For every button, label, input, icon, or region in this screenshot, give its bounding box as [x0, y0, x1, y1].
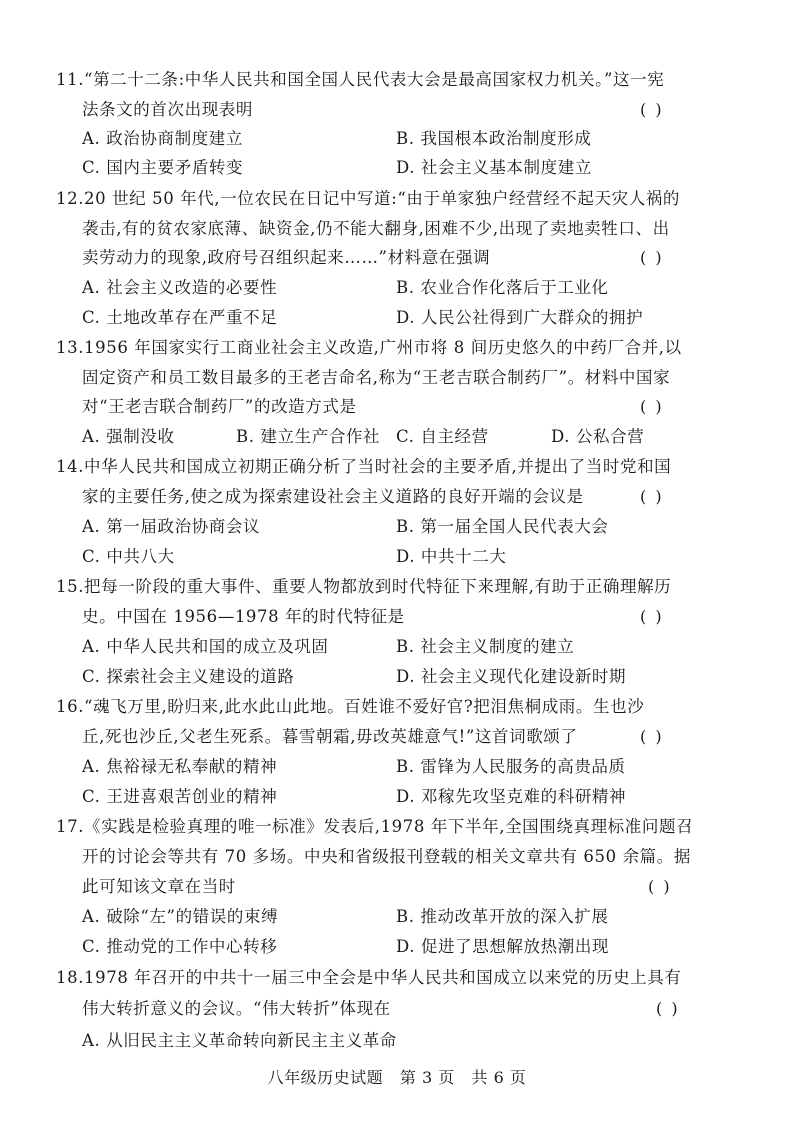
option-c: C. 探索社会主义建设的道路 — [82, 667, 295, 686]
option-b: B. 第一届全国人民代表大会 — [396, 517, 609, 536]
answer-bracket: ( ) — [648, 877, 672, 896]
option-b: B. 雷锋为人民服务的高贵品质 — [396, 757, 626, 776]
question-16-line-1: 16.“魂飞万里,盼归来,此水此山此地。百姓谁不爱好官?把泪焦桐成雨。生也沙 — [56, 697, 645, 716]
option-b: B. 我国根本政治制度形成 — [396, 129, 592, 148]
option-a: A. 第一届政治协商会议 — [82, 517, 261, 536]
option-b: B. 农业合作化落后于工业化 — [396, 278, 609, 297]
answer-bracket: ( ) — [640, 248, 664, 267]
question-17-line-2: 开的讨论会等共有 70 多场。中央和省级报刊登载的相关文章共有 650 余篇。据 — [82, 847, 691, 866]
question-14-line-1: 14.中华人民共和国成立初期正确分析了当时社会的主要矛盾,并提出了当时党和国 — [56, 457, 672, 476]
question-18-line-1: 18.1978 年召开的中共十一届三中全会是中华人民共和国成立以来党的历史上具有 — [56, 968, 682, 987]
question-18-line-2: 伟大转折意义的会议。“伟大转折”体现在 — [82, 999, 391, 1018]
question-13-line-2: 固定资产和员工数目最多的王老吉命名,称为“王老吉联合制药厂”。材料中国家 — [82, 368, 671, 387]
option-d: D. 中共十二大 — [396, 547, 507, 566]
question-14-line-2: 家的主要任务,使之成为探索建设社会主义道路的良好开端的会议是 — [82, 487, 584, 506]
option-d: D. 邓稼先攻坚克难的科研精神 — [396, 787, 627, 806]
option-b: B. 社会主义制度的建立 — [396, 637, 575, 656]
question-16-line-2: 丘,死也沙丘,父老生死系。暮雪朝霜,毋改英雄意气!”这首词歌颂了 — [82, 727, 578, 746]
option-c: C. 中共八大 — [82, 547, 175, 566]
option-a: A. 从旧民主主义革命转向新民主主义革命 — [82, 1031, 397, 1050]
question-13-line-3: 对“王老吉联合制药厂”的改造方式是 — [82, 397, 357, 416]
question-11-line-1: 11.“第二十二条:中华人民共和国全国人民代表大会是最高国家权力机关。”这一宪 — [56, 70, 665, 89]
option-c: C. 推动党的工作中心转移 — [82, 937, 278, 956]
question-15-line-2: 史。中国在 1956—1978 年的时代特征是 — [82, 607, 405, 626]
option-d: D. 社会主义现代化建设新时期 — [396, 667, 627, 686]
option-d: D. 人民公社得到广大群众的拥护 — [396, 308, 644, 327]
option-c: C. 王进喜艰苦创业的精神 — [82, 787, 278, 806]
option-a: A. 破除“左”的错误的束缚 — [82, 907, 279, 926]
option-c: C. 自主经营 — [396, 427, 489, 446]
option-d: D. 促进了思想解放热潮出现 — [396, 937, 610, 956]
option-b: B. 推动改革开放的深入扩展 — [396, 907, 609, 926]
answer-bracket: ( ) — [656, 999, 680, 1018]
option-a: A. 政治协商制度建立 — [82, 129, 244, 148]
page-footer: 八年级历史试题 第 3 页 共 6 页 — [267, 1068, 527, 1087]
question-11-line-2: 法条文的首次出现表明 — [82, 100, 253, 119]
question-13-line-1: 13.1956 年国家实行工商业社会主义改造,广州市将 8 间历史悠久的中药厂合并,以 — [56, 338, 682, 357]
question-17-line-1: 17.《实践是检验真理的唯一标准》发表后,1978 年下半年,全国围绕真理标准问题召 — [56, 817, 694, 836]
answer-bracket: ( ) — [640, 607, 664, 626]
question-12-line-2: 袭击,有的贫农家底薄、缺资金,仍不能大翻身,困难不少,出现了卖地卖牲口、出 — [82, 219, 670, 238]
option-b: B. 建立生产合作社 — [236, 427, 381, 446]
option-a: A. 强制没收 — [82, 427, 175, 446]
option-d: D. 公私合营 — [551, 427, 645, 446]
answer-bracket: ( ) — [640, 487, 664, 506]
question-15-line-1: 15.把每一阶段的重大事件、重要人物都放到时代特征下来理解,有助于正确理解历 — [56, 577, 672, 596]
option-a: A. 中华人民共和国的成立及巩固 — [82, 637, 329, 656]
option-a: A. 焦裕禄无私奉献的精神 — [82, 757, 278, 776]
option-c: C. 国内主要矛盾转变 — [82, 158, 244, 177]
question-12-line-1: 12.20 世纪 50 年代,一位农民在日记中写道:“由于单家独户经营经不起天灾人祸的 — [56, 189, 681, 208]
answer-bracket: ( ) — [640, 727, 664, 746]
option-c: C. 土地改革存在严重不足 — [82, 308, 278, 327]
option-d: D. 社会主义基本制度建立 — [396, 158, 592, 177]
question-17-line-3: 此可知该文章在当时 — [82, 877, 236, 896]
answer-bracket: ( ) — [640, 100, 664, 119]
option-a: A. 社会主义改造的必要性 — [82, 278, 278, 297]
answer-bracket: ( ) — [640, 397, 664, 416]
question-12-line-3: 卖劳动力的现象,政府号召组织起来……”材料意在强调 — [82, 248, 491, 267]
